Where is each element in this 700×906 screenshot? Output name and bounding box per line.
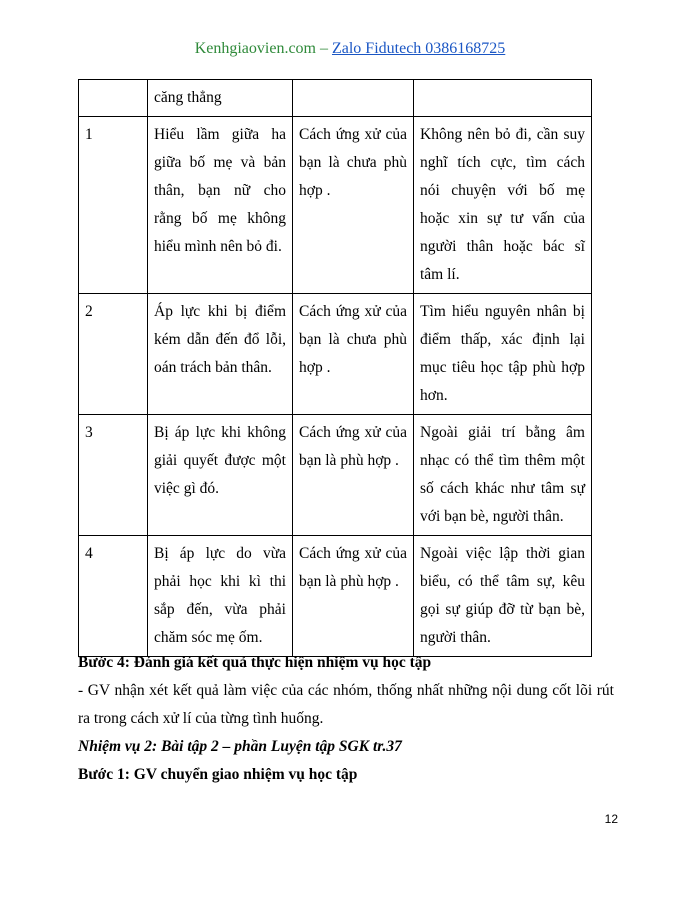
table-cell-suggestion: Tìm hiểu nguyên nhân bị điểm thấp, xác định lại mục tiêu học tập phù hợp hơn. xyxy=(414,294,592,415)
header-separator: – xyxy=(315,40,332,57)
table-cell-suggestion xyxy=(414,80,592,117)
table-cell-situation: căng thẳng xyxy=(148,80,293,117)
situation-table xyxy=(78,79,592,657)
table-cell-evaluation: Cách ứng xử của bạn là phù hợp . xyxy=(293,415,414,536)
page-header xyxy=(0,40,700,58)
step4-text: - GV nhận xét kết quả làm việc của các nhóm, thống nhất những nội dung cốt lõi rút ra trong cách xử lí của từng tình huống. xyxy=(78,682,614,727)
table-cell-situation: Bị áp lực khi không giải quyết được một việc gì đó. xyxy=(148,415,293,536)
table-row xyxy=(79,80,592,117)
table-cell-suggestion: Ngoài việc lập thời gian biểu, có thể tâm sự, kêu gọi sự giúp đỡ từ bạn bè, người thân. xyxy=(414,536,592,657)
header-site: Kenhgiaovien.com xyxy=(194,40,316,57)
table-row xyxy=(79,294,592,415)
table-cell-num: 3 xyxy=(79,415,148,536)
table-cell-num: 2 xyxy=(79,294,148,415)
table-cell-num: 1 xyxy=(79,117,148,294)
table-cell-evaluation: Cách ứng xử của bạn là phù hợp . xyxy=(293,536,414,657)
table-cell-suggestion: Không nên bỏ đi, cần suy nghĩ tích cực, tìm cách nói chuyện với bố mẹ hoặc xin sự tư vấn của người thân hoặc bác sĩ tâm lí. xyxy=(414,117,592,294)
table-cell-situation: Áp lực khi bị điểm kém dẫn đến đổ lỗi, oán trách bản thân. xyxy=(148,294,293,415)
table-cell-suggestion: Ngoài giải trí bằng âm nhạc có thể tìm thêm một số cách khác như tâm sự với bạn bè, người thân. xyxy=(414,415,592,536)
step1-heading: Bước 1: GV chuyển giao nhiệm vụ học tập xyxy=(78,766,358,783)
table-row xyxy=(79,117,592,294)
table-cell-evaluation xyxy=(293,80,414,117)
table-cell-num: 4 xyxy=(79,536,148,657)
table-row xyxy=(79,415,592,536)
table-cell-num xyxy=(79,80,148,117)
table-cell-situation: Hiểu lầm giữa ha giữa bố mẹ và bản thân, bạn nữ cho rằng bố mẹ không hiểu mình nên bỏ đi. xyxy=(148,117,293,294)
table-cell-evaluation: Cách ứng xử của bạn là chưa phù hợp . xyxy=(293,117,414,294)
table-cell-evaluation: Cách ứng xử của bạn là chưa phù hợp . xyxy=(293,294,414,415)
step4-heading: Bước 4: Đánh giá kết quả thực hiện nhiệm vụ học tập xyxy=(78,654,432,671)
task2-heading: Nhiệm vụ 2: Bài tập 2 – phần Luyện tập SGK tr.37 xyxy=(78,738,402,755)
table-cell-situation: Bị áp lực do vừa phải học khi kì thi sắp đến, vừa phải chăm sóc mẹ ốm. xyxy=(148,536,293,657)
table-row xyxy=(79,536,592,657)
page-number: 12 xyxy=(604,812,618,826)
header-contact-link[interactable]: Zalo Fidutech 0386168725 xyxy=(331,40,506,57)
